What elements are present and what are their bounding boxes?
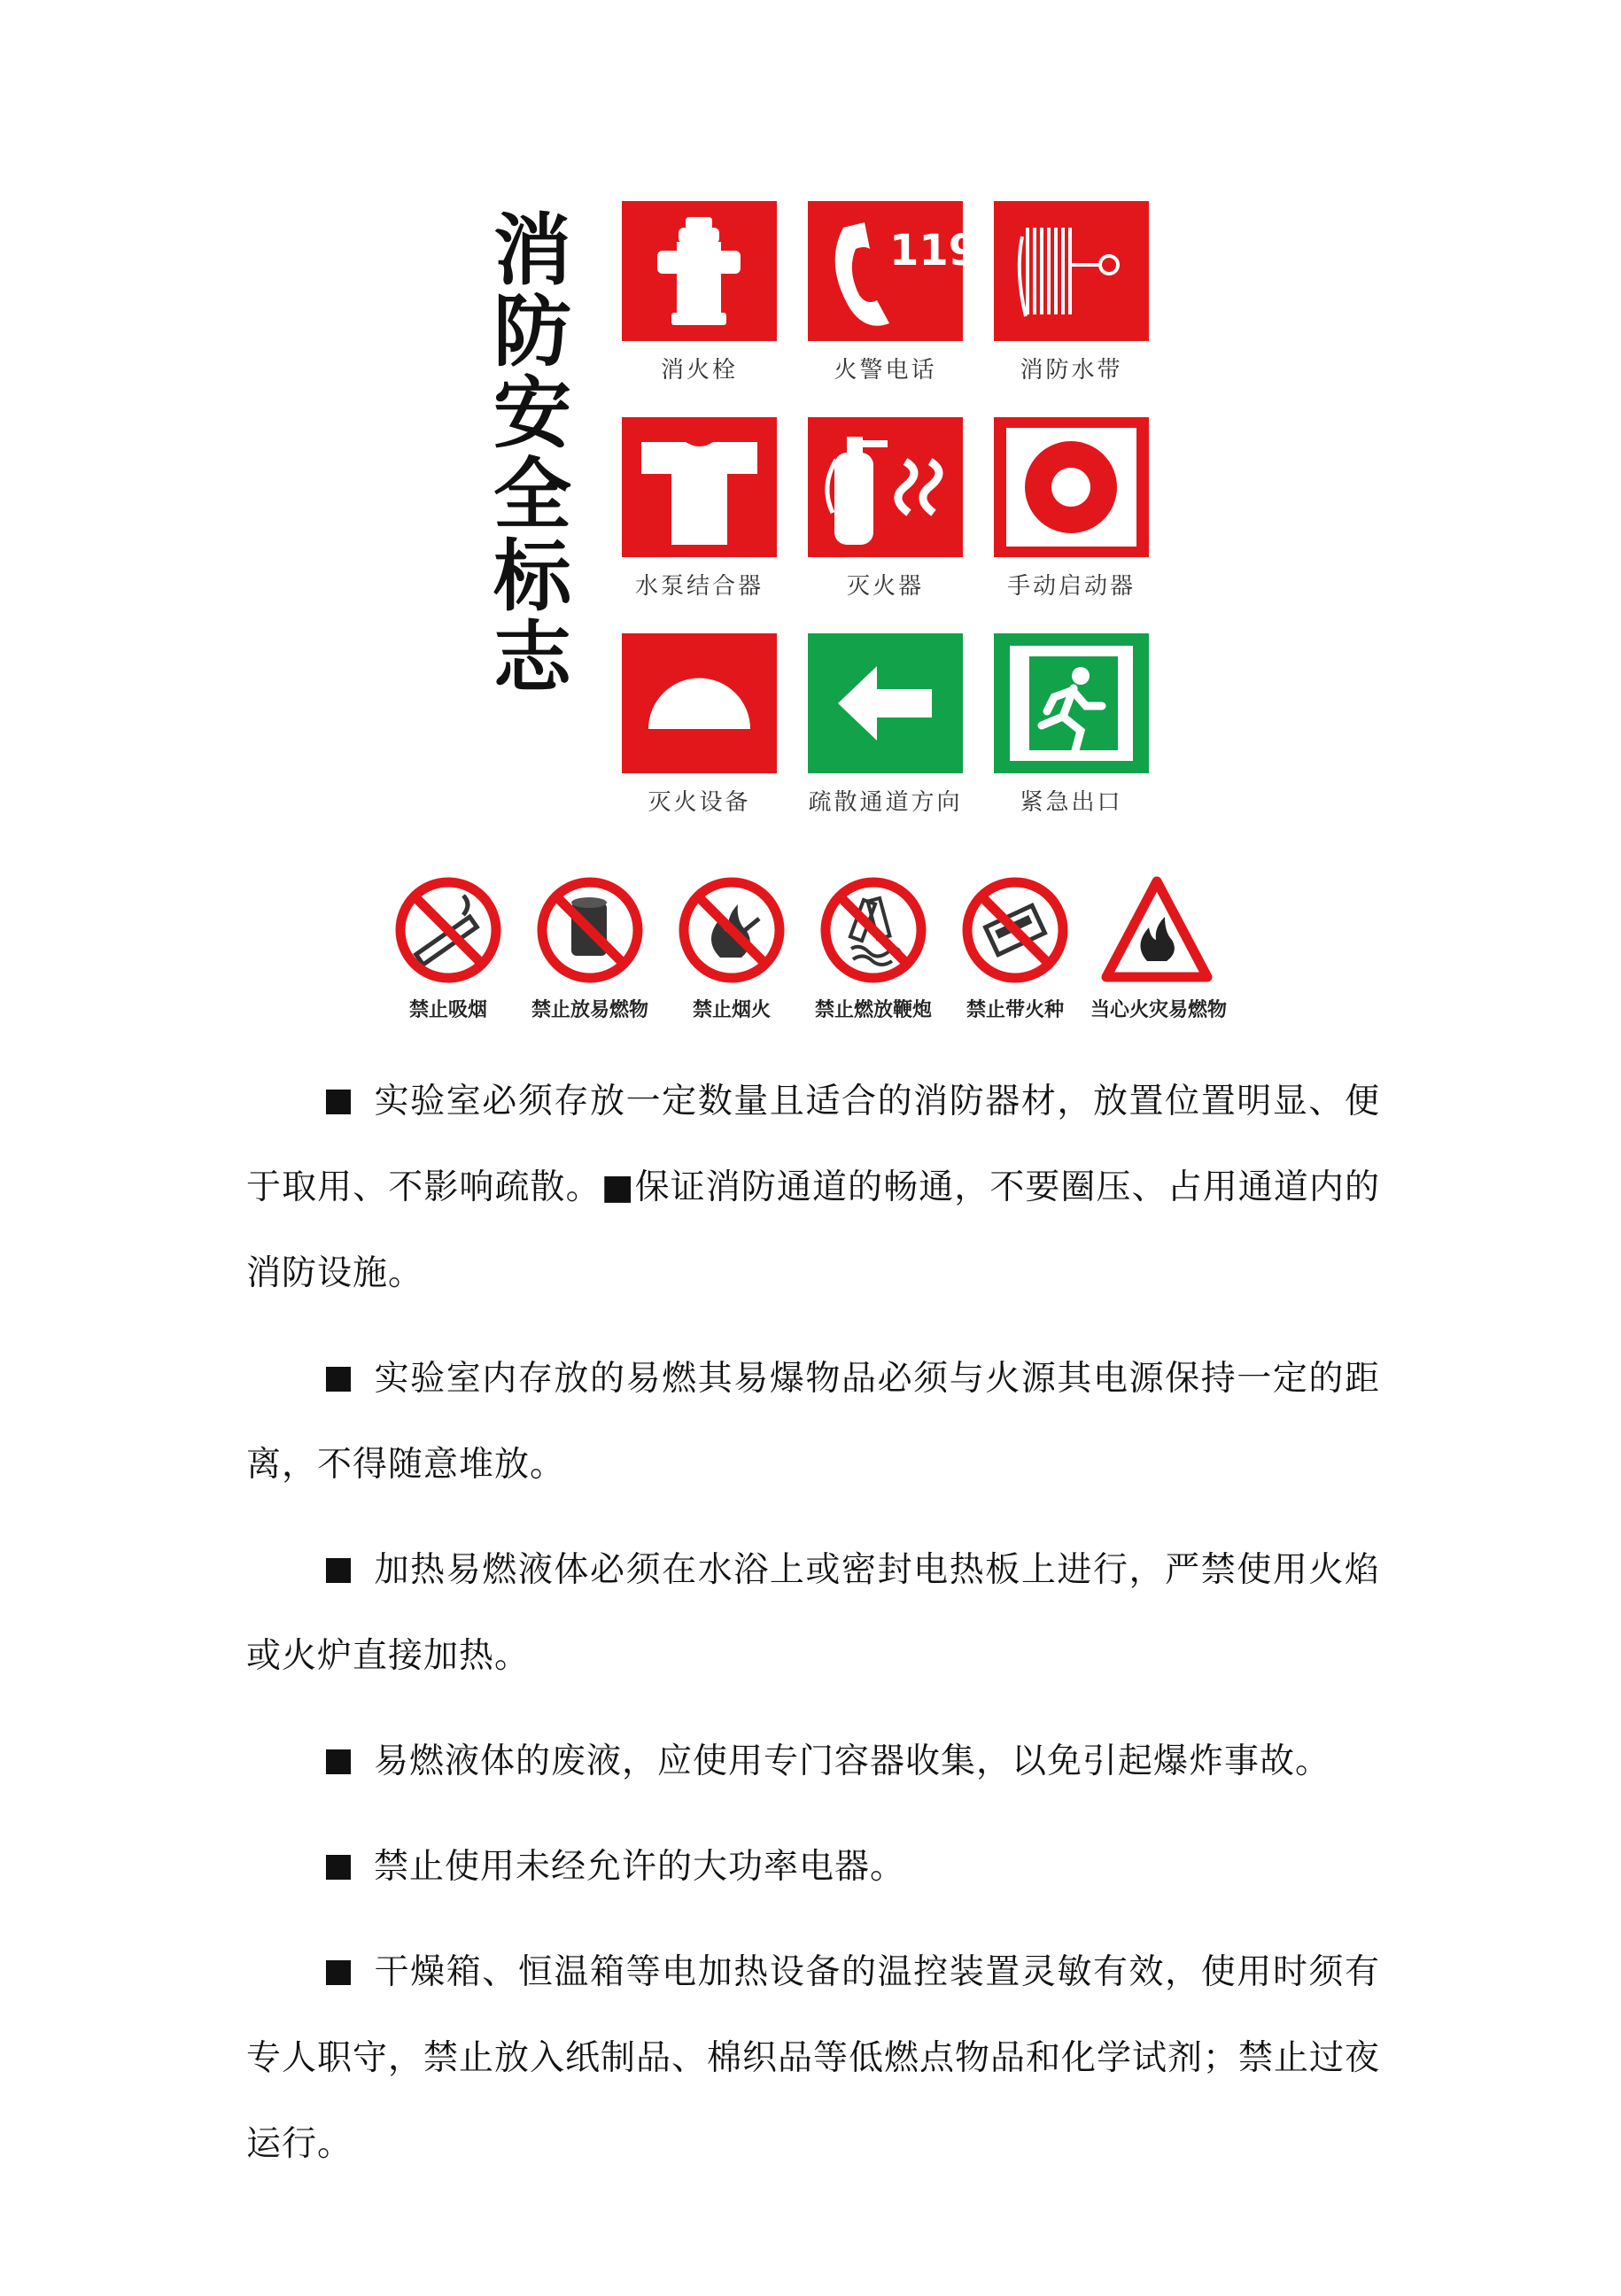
no-firecrackers-icon	[816, 873, 931, 988]
sign-fire-equipment	[622, 633, 777, 817]
prohibition-no-smoking	[382, 873, 515, 1022]
prohibition-no-firecrackers	[807, 873, 940, 1022]
manual-starter-icon	[994, 417, 1149, 557]
sign-label: 消火栓	[660, 357, 738, 384]
sign-label: 火警电话	[834, 357, 937, 384]
sign-fire-phone	[808, 201, 979, 384]
paragraph-text: 实验室内存放的易燃其易爆物品必须与火源其电源保持一定的距离，不得随意堆放。	[246, 1359, 1380, 1485]
prohibition-label: 禁止放易燃物	[531, 999, 648, 1021]
title-char: 安	[493, 368, 571, 459]
bullet-square	[326, 1367, 351, 1392]
paragraph	[246, 1527, 1380, 1699]
prohibition-label: 禁止燃放鞭炮	[814, 999, 932, 1021]
sign-board	[808, 201, 979, 341]
paragraph	[246, 1718, 1380, 1804]
phone-119-icon	[808, 201, 979, 341]
paragraph-text: 加热易燃液体必须在水浴上或密封电热板上进行，严禁使用火焰或火炉直接加热。	[246, 1550, 1380, 1676]
sign-label: 疏散通道方向	[808, 789, 963, 816]
paragraph-text: 干燥箱、恒温箱等电加热设备的温控装置灵敏有效，使用时须有专人职守，禁止放入纸制品、棉织品等低燃点物品和化学试剂；禁止过夜运行。	[246, 1952, 1381, 2164]
paragraph-text: 实验室必须存放一定数量且适合的消防器材，放置位置明显、便于取用、不影响疏散。■保证消防通道的畅通，不要圈压、占用通道内的消防设施。	[246, 1082, 1380, 1293]
title-char: 消	[493, 205, 571, 296]
prohibition-label: 禁止烟火	[692, 999, 771, 1021]
sign-extinguisher	[808, 417, 963, 601]
sign-fire-hose	[994, 201, 1149, 384]
warning-flammable	[1090, 873, 1228, 1022]
bullet-square	[326, 1090, 351, 1114]
no-kindling-icon	[958, 873, 1073, 988]
fire-hose-icon	[994, 201, 1149, 341]
fire-extinguisher-icon	[808, 417, 963, 557]
paragraph	[246, 1336, 1380, 1508]
document-body	[246, 1059, 1380, 2207]
phone-119-text: 119	[889, 226, 979, 275]
paragraph	[246, 1824, 1380, 1910]
prohibition-label: 当心火灾易燃物	[1090, 999, 1228, 1021]
emergency-exit-icon	[994, 633, 1149, 773]
prohibition-label: 禁止带火种	[966, 999, 1064, 1021]
sign-board	[994, 633, 1149, 773]
sign-label: 手动启动器	[1006, 573, 1136, 600]
sign-label: 水泵结合器	[634, 573, 764, 600]
sign-pump-connector	[622, 417, 777, 601]
figure-title	[484, 205, 581, 703]
sign-board	[994, 417, 1149, 557]
left-arrow-icon	[808, 633, 963, 773]
prohibition-no-kindling	[949, 873, 1082, 1022]
prohibition-no-flammables	[524, 873, 656, 1022]
sign-label: 灭火设备	[648, 789, 751, 816]
title-char: 全	[493, 449, 571, 540]
fire-safety-signs-figure	[386, 182, 1237, 1032]
prohibition-no-open-flame	[665, 873, 798, 1022]
fire-equipment-icon	[622, 633, 777, 773]
paragraph-text: 易燃液体的废液，应使用专门容器收集，以免引起爆炸事故。	[374, 1741, 1331, 1781]
sign-board	[994, 201, 1149, 341]
title-char: 志	[493, 612, 571, 703]
sign-board	[808, 633, 963, 773]
sign-board	[622, 201, 777, 341]
sign-label: 灭火器	[846, 573, 924, 600]
sign-board	[808, 417, 963, 557]
no-open-flame-icon	[674, 873, 789, 988]
paragraph	[246, 1059, 1380, 1316]
sign-fire-hydrant	[622, 201, 777, 384]
sign-manual-starter	[994, 417, 1149, 601]
prohibition-label: 禁止吸烟	[408, 999, 487, 1021]
flammable-warning-icon	[1099, 873, 1214, 988]
bullet-square	[326, 1855, 351, 1880]
pump-connector-icon	[622, 417, 777, 557]
no-flammables-icon	[532, 873, 648, 988]
sign-label: 消防水带	[1020, 357, 1123, 384]
bullet-square	[326, 1749, 351, 1774]
title-char: 标	[493, 531, 571, 622]
bullet-square	[326, 1558, 351, 1583]
no-smoking-icon	[391, 873, 506, 988]
sign-board	[622, 417, 777, 557]
paragraph-text: 禁止使用未经允许的大功率电器。	[374, 1847, 906, 1887]
sign-board	[622, 633, 777, 773]
title-char: 防	[493, 286, 571, 377]
fire-hydrant-icon	[622, 201, 777, 341]
sign-label: 紧急出口	[1020, 789, 1123, 816]
bullet-square	[326, 1960, 351, 1985]
paragraph	[246, 1929, 1380, 2187]
sign-evacuation-direction	[808, 633, 963, 817]
sign-emergency-exit	[994, 633, 1149, 817]
